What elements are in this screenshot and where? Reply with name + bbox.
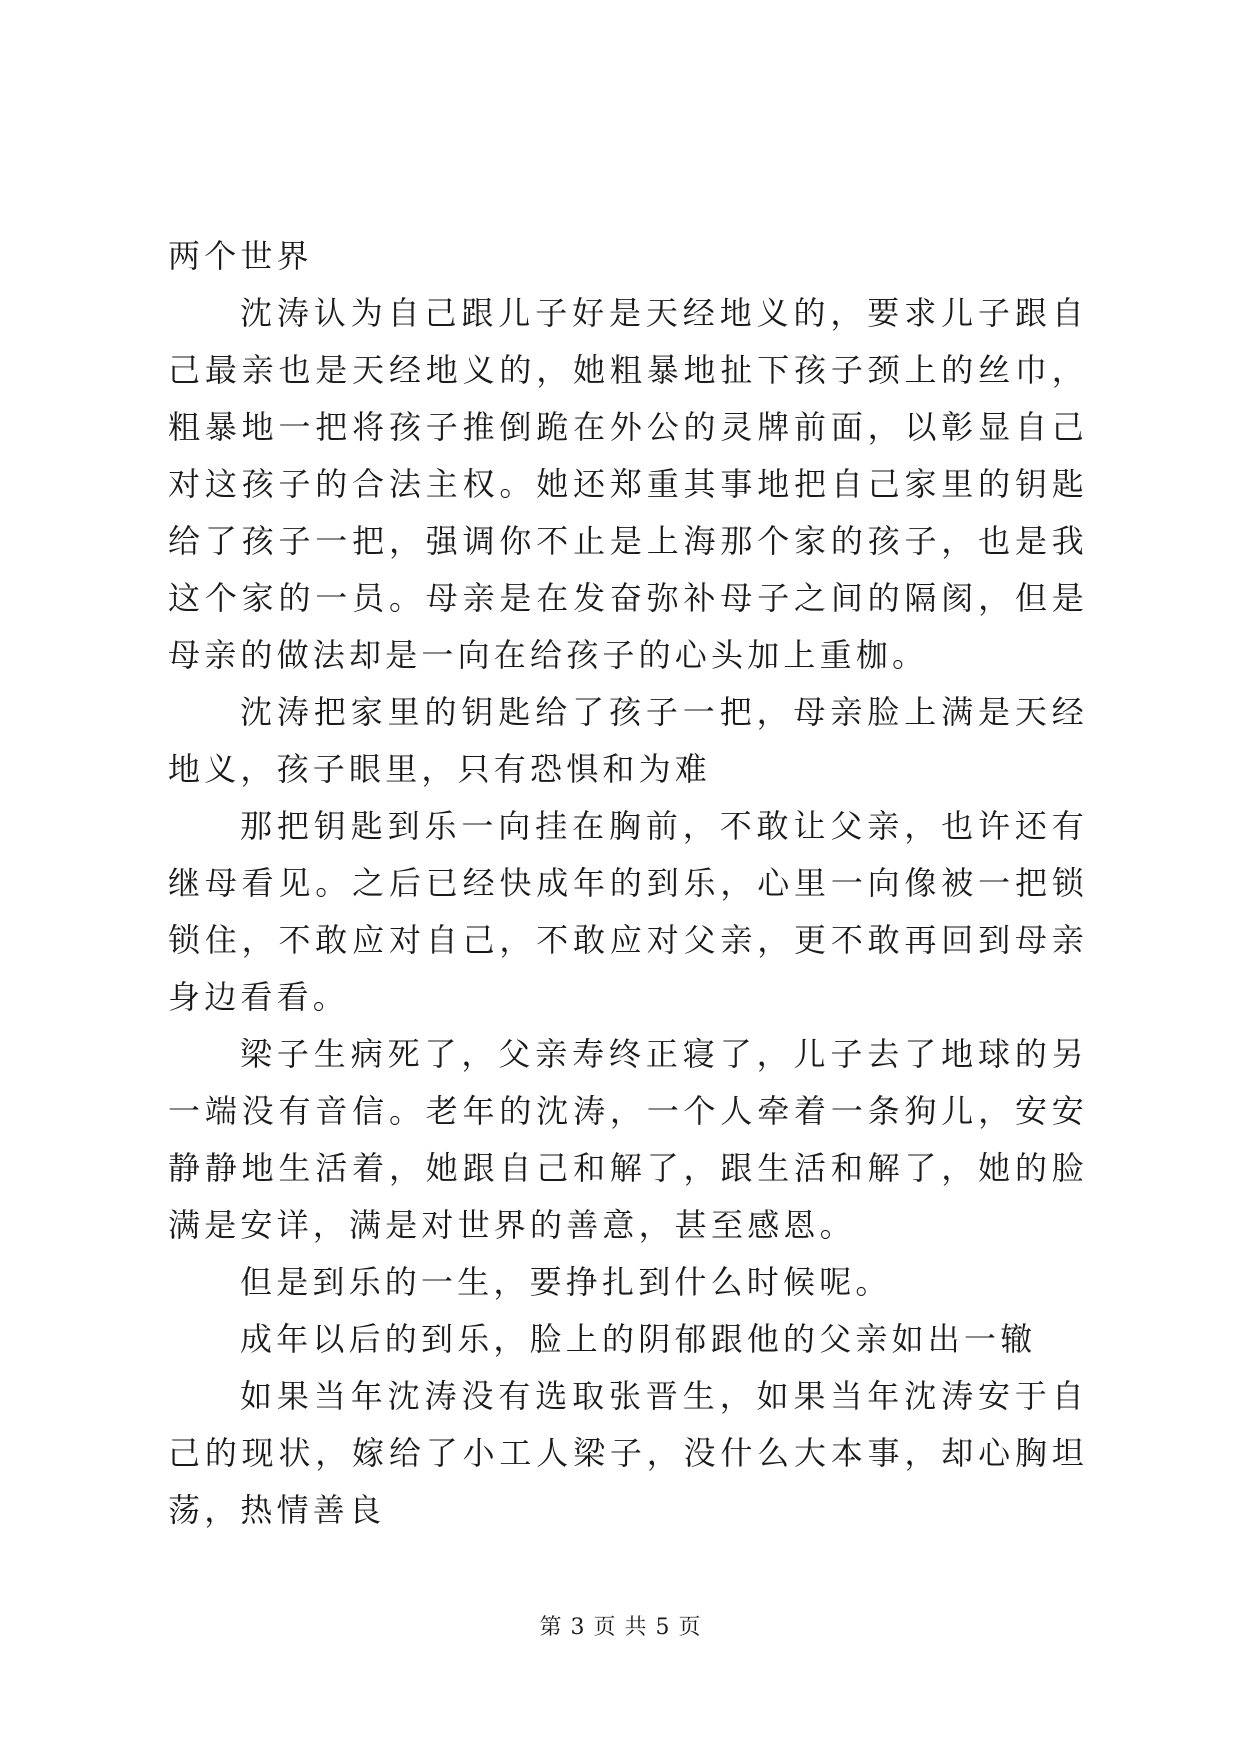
paragraph: 但是到乐的一生，要挣扎到什么时候呢。 — [240, 1263, 892, 1301]
paragraph: 成年以后的到乐，脸上的阴郁跟他的父亲如出一辙 — [240, 1320, 1037, 1358]
document-body — [168, 228, 1088, 1539]
paragraph: 沈涛认为自己跟儿子好是天经地义的，要求儿子跟自己最亲也是天经地义的，她粗暴地扯下孩子颈上的丝巾，粗暴地一把将孩子推倒跪在外公的灵牌前面，以彰显自己对这孩子的合法主权。她还郑重其事地把自己家里的钥匙给了孩子一把，强调你不止是上海那个家的孩子，也是我这个家的一员。母亲是在发奋弥补母子之间的隔阂，但是母亲的做法却是一向在给孩子的心头加上重枷。 — [168, 294, 1088, 674]
page-number-footer: 第 3 页 共 5 页 — [539, 1615, 702, 1640]
paragraph: 如果当年沈涛没有选取张晋生，如果当年沈涛安于自己的现状，嫁给了小工人梁子，没什么大本事，却心胸坦荡，热情善良 — [168, 1377, 1088, 1529]
paragraph: 沈涛把家里的钥匙给了孩子一把，母亲脸上满是天经地义，孩子眼里，只有恐惧和为难 — [168, 693, 1088, 788]
paragraph: 那把钥匙到乐一向挂在胸前，不敢让父亲，也许还有继母看见。之后已经快成年的到乐，心里一向像被一把锁锁住，不敢应对自己，不敢应对父亲，更不敢再回到母亲身边看看。 — [168, 807, 1088, 1016]
paragraph: 梁子生病死了，父亲寿终正寝了，儿子去了地球的另一端没有音信。老年的沈涛，一个人牵着一条狗儿，安安静静地生活着，她跟自己和解了，跟生活和解了，她的脸满是安详，满是对世界的善意，甚至感恩。 — [168, 1035, 1088, 1244]
section-heading: 两个世界 — [168, 237, 313, 275]
